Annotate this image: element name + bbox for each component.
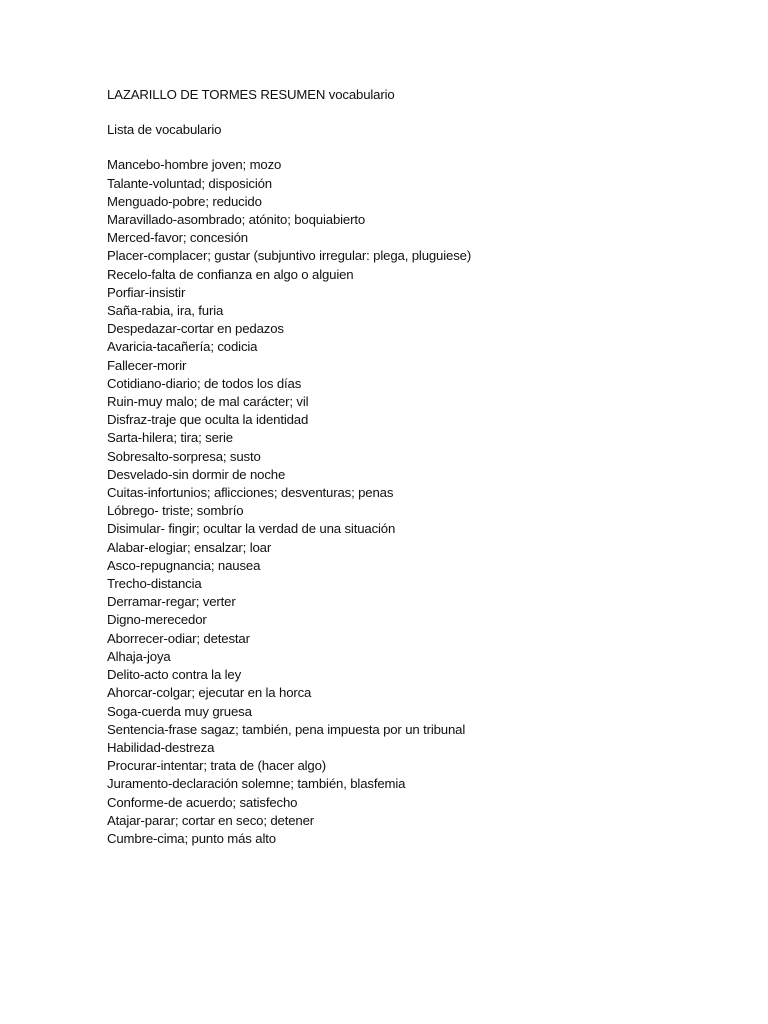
vocabulary-entry: Derramar-regar; verter: [107, 594, 236, 610]
vocabulary-list: [107, 156, 707, 848]
vocabulary-entry: Asco-repugnancia; nausea: [107, 557, 261, 573]
vocabulary-entry: Mancebo-hombre joven; mozo: [107, 157, 282, 173]
vocabulary-entry: Cumbre-cima; punto más alto: [107, 830, 276, 846]
vocabulary-entry: Ahorcar-colgar; ejecutar en la horca: [107, 685, 312, 701]
vocabulary-entry: Alhaja-joya: [107, 648, 171, 664]
vocabulary-entry: Saña-rabia, ira, furia: [107, 303, 224, 319]
document-title: LAZARILLO DE TORMES RESUMEN vocabulario: [107, 87, 395, 102]
vocabulary-entry: Disfraz-traje que oculta la identidad: [107, 412, 309, 428]
vocabulary-entry: Atajar-parar; cortar en seco; detener: [107, 812, 315, 828]
document-content: [107, 86, 707, 848]
vocabulary-entry: Cotidiano-diario; de todos los días: [107, 375, 302, 391]
vocabulary-entry: Procurar-intentar; trata de (hacer algo): [107, 758, 327, 774]
vocabulary-entry: Menguado-pobre; reducido: [107, 193, 262, 209]
document-subtitle: Lista de vocabulario: [107, 122, 222, 138]
vocabulary-entry: Desvelado-sin dormir de noche: [107, 466, 286, 482]
vocabulary-entry: Despedazar-cortar en pedazos: [107, 321, 284, 337]
vocabulary-entry: Digno-merecedor: [107, 612, 207, 628]
vocabulary-entry: Soga-cuerda muy gruesa: [107, 703, 252, 719]
vocabulary-entry: Trecho-distancia: [107, 576, 202, 592]
vocabulary-entry: Alabar-elogiar; ensalzar; loar: [107, 539, 272, 555]
vocabulary-entry: Disimular- fingir; ocultar la verdad de una situación: [107, 521, 396, 537]
vocabulary-entry: Talante-voluntad; disposición: [107, 175, 272, 191]
vocabulary-entry: Sobresalto-sorpresa; susto: [107, 448, 261, 464]
vocabulary-entry: Sentencia-frase sagaz; también, pena impuesta por un tribunal: [107, 721, 466, 737]
vocabulary-entry: Maravillado-asombrado; atónito; boquiabierto: [107, 212, 366, 228]
vocabulary-entry: Conforme-de acuerdo; satisfecho: [107, 794, 298, 810]
vocabulary-entry: Recelo-falta de confianza en algo o alguien: [107, 266, 354, 282]
vocabulary-entry: Delito-acto contra la ley: [107, 667, 242, 683]
vocabulary-entry: Porfiar-insistir: [107, 284, 186, 300]
vocabulary-entry: Sarta-hilera; tira; serie: [107, 430, 233, 446]
vocabulary-entry: Habilidad-destreza: [107, 739, 215, 755]
vocabulary-entry: Cuitas-infortunios; aflicciones; desventuras; penas: [107, 485, 394, 501]
vocabulary-entry: Juramento-declaración solemne; también, blasfemia: [107, 776, 406, 792]
vocabulary-entry: Lóbrego- triste; sombrío: [107, 503, 244, 519]
vocabulary-entry: Ruin-muy malo; de mal carácter; vil: [107, 394, 309, 410]
vocabulary-entry: Avaricia-tacañería; codicia: [107, 339, 258, 355]
vocabulary-entry: Placer-complacer; gustar (subjuntivo irregular: plega, pluguiese): [107, 248, 472, 264]
vocabulary-entry: Merced-favor; concesión: [107, 230, 248, 246]
vocabulary-entry: Fallecer-morir: [107, 357, 187, 373]
vocabulary-entry: Aborrecer-odiar; detestar: [107, 630, 250, 646]
